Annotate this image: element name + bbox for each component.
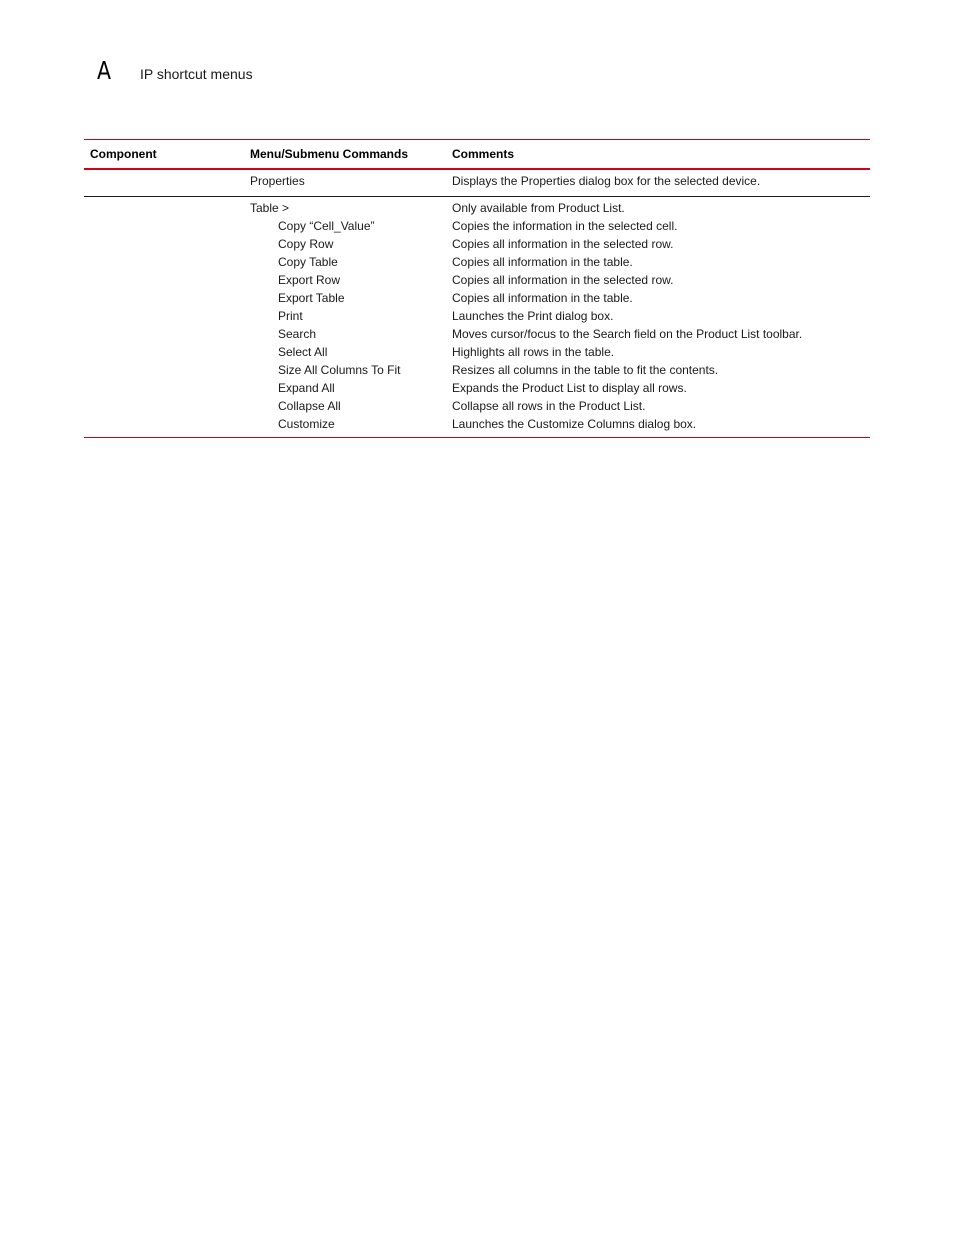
table-row xyxy=(84,169,870,197)
command-export-table: Export Table xyxy=(278,291,345,305)
comment-export-row: Copies all information in the selected row. xyxy=(452,273,674,287)
comment-customize: Launches the Customize Columns dialog box. xyxy=(452,417,697,431)
command-search: Search xyxy=(278,327,317,341)
comment-print: Launches the Print dialog box. xyxy=(452,309,614,323)
comment-cell xyxy=(446,169,870,197)
command-copy-table: Copy Table xyxy=(278,255,338,269)
component-cell xyxy=(84,197,244,438)
column-header-comments: Comments xyxy=(452,147,515,161)
section-title: IP shortcut menus xyxy=(140,66,253,82)
shortcut-menu-table xyxy=(84,139,870,438)
comment-export-table: Copies all information in the table. xyxy=(452,291,633,305)
comment-copy-row: Copies all information in the selected row. xyxy=(452,237,674,251)
command-copy-cell-value: Copy “Cell_Value” xyxy=(278,219,375,233)
command-print: Print xyxy=(278,309,303,323)
command-customize: Customize xyxy=(278,417,335,431)
command-expand-all: Expand All xyxy=(278,381,335,395)
table-header-row xyxy=(84,140,870,170)
comment-collapse-all: Collapse all rows in the Product List. xyxy=(452,399,646,413)
command-select-all: Select All xyxy=(278,345,328,359)
comment-copy-cell-value: Copies the information in the selected cell. xyxy=(452,219,678,233)
command-cell xyxy=(244,169,446,197)
command-copy-row: Copy Row xyxy=(278,237,334,251)
command-size-all-columns: Size All Columns To Fit xyxy=(278,363,401,377)
comment-copy-table: Copies all information in the table. xyxy=(452,255,633,269)
table-row xyxy=(84,197,870,438)
comment-search: Moves cursor/focus to the Search field on the Product List toolbar. xyxy=(452,327,803,341)
comment-cell xyxy=(446,197,870,438)
comment-select-all: Highlights all rows in the table. xyxy=(452,345,615,359)
comment-expand-all: Expands the Product List to display all rows. xyxy=(452,381,687,395)
column-header-commands: Menu/Submenu Commands xyxy=(250,147,409,161)
component-cell xyxy=(84,169,244,197)
chapter-letter: A xyxy=(97,56,112,85)
command-cell xyxy=(244,197,446,438)
command-properties: Properties xyxy=(250,174,305,188)
comment-table-parent: Only available from Product List. xyxy=(452,201,625,215)
comment-size-all-columns: Resizes all columns in the table to fit the contents. xyxy=(452,363,719,377)
comment-properties: Displays the Properties dialog box for the selected device. xyxy=(452,174,761,188)
column-header-component: Component xyxy=(90,147,157,161)
page-header xyxy=(97,56,497,88)
command-export-row: Export Row xyxy=(278,273,341,287)
command-collapse-all: Collapse All xyxy=(278,399,341,413)
command-table-parent: Table > xyxy=(250,201,290,215)
